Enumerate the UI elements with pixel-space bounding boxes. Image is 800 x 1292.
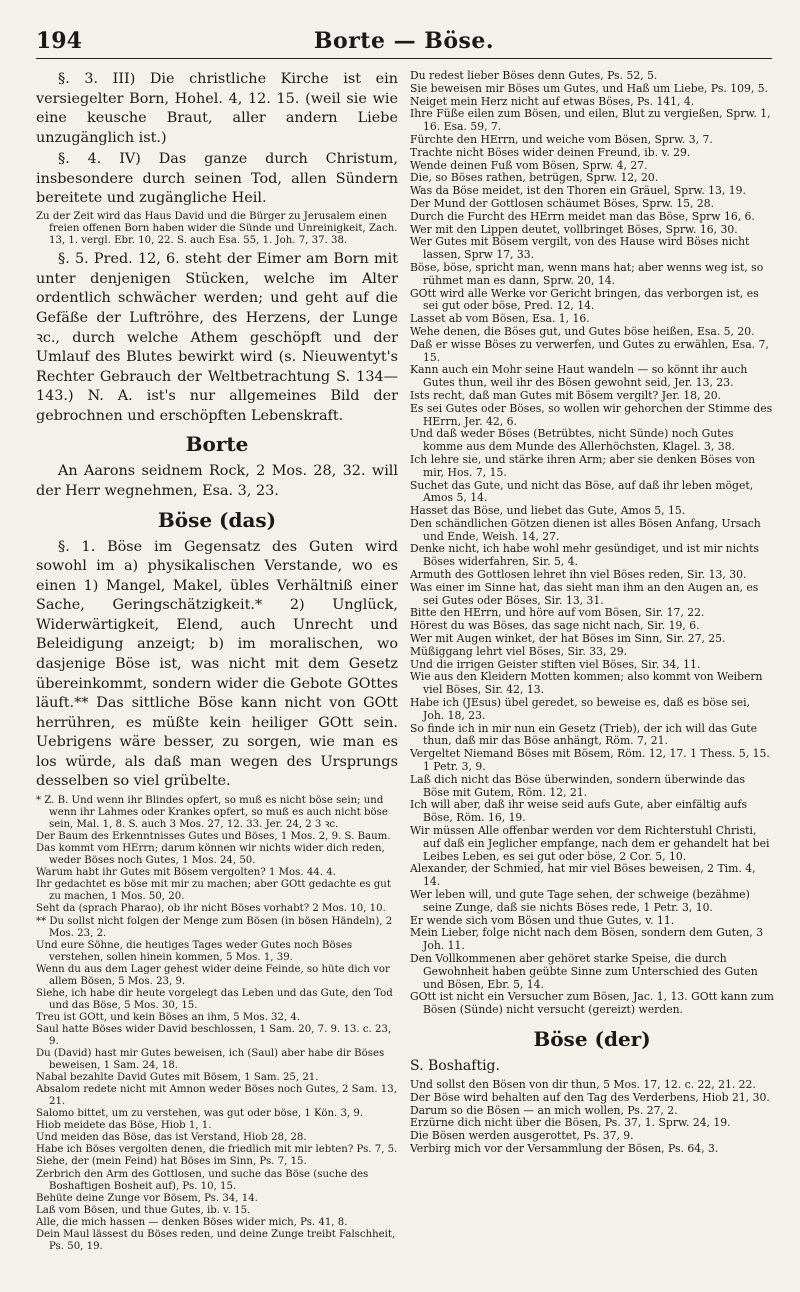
citation-entry: Was einer im Sinne hat, das sieht man ihm an den Augen an, es sei Gutes oder Böses, Sir. 13, 31. [410, 580, 759, 607]
citation-entry: Mein Lieber, folge nicht nach dem Bösen, sondern dem Guten, 3 Joh. 11. [410, 926, 764, 953]
citation-entry: Wehe denen, die Böses gut, und Gutes böse heißen, Esa. 5, 20. [410, 324, 755, 338]
paragraph-born-church: §. 3. III) Die christliche Kirche ist ein versiegelter Born, Hohel. 4, 12. 15. (weil sie wie eine keusche Braut, aller andern Liebe unzugänglich ist.) [36, 71, 398, 146]
citation-entry: Behüte deine Zunge vor Bösem, Ps. 34, 14. [36, 1192, 258, 1204]
citation-entry: Es sei Gutes oder Böses, so wollen wir gehorchen der Stimme des HErrn, Jer. 42, 6. [410, 401, 773, 428]
citation-entry: Der Böse wird behalten auf den Tag des Verderbens, Hiob 21, 30. [410, 1090, 770, 1104]
citation-entry: Müßiggang lehrt viel Böses, Sir. 33, 29. [410, 644, 628, 658]
citation-entry: Und sollst den Bösen von dir thun, 5 Mos. 17, 12. c. 22, 21. 22. [410, 1077, 756, 1091]
citation-entry: Erzürne dich nicht über die Bösen, Ps. 37, 1. Sprw. 24, 19. [410, 1116, 731, 1130]
citation-entry: Siehe, der (mein Feind) hat Böses im Sinn, Ps. 7, 15. [36, 1156, 307, 1168]
citation-entry: Darum so die Bösen — an mich wollen, Ps. 27, 2. [410, 1103, 678, 1117]
citation-entry: Trachte nicht Böses wider deinen Freund, ib. v. 29. [410, 145, 691, 159]
right-entry-list [410, 70, 774, 1017]
citation-entry: So finde ich in mir nun ein Gesetz (Trieb), der ich will das Gute thun, daß mir das Böse anhängt, Röm. 7, 21. [410, 721, 757, 748]
citation-entry: Lasset ab vom Bösen, Esa. 1, 16. [410, 312, 590, 326]
left-column [36, 70, 398, 1253]
citation-entry: * Z. B. Und wenn ihr Blindes opfert, so muß es nicht böse sein; und wenn ihr Lahmes oder Krankes opfert, so muß es auch nicht böse sein, Mal. 1, 8. S. auch 3 Mos. 27, 12. 33. Jer. 24, 2 3 ꝛc. [36, 795, 388, 831]
citation-entry: Treu ist GOtt, und kein Böses an ihm, 5 Mos. 32, 4. [36, 1011, 301, 1023]
citation-entry: Wir müssen Alle offenbar werden vor dem Richterstuhl Christi, auf daß ein Jeglicher empfange, nach dem er gehandelt hat bei Leibes Leben, es sei gut oder böse, 2 Cor. 5, 10. [410, 824, 770, 863]
citation-entry: Der Baum des Erkenntnisses Gutes und Böses, 1 Mos. 2, 9. S. Baum. [36, 831, 391, 843]
citation-entry: Wer mit Augen winket, der hat Böses im Sinn, Sir. 27, 25. [410, 632, 726, 646]
citation-entry: Hiob meidete das Böse, Hiob 1, 1. [36, 1120, 212, 1132]
citation-entry: Böse, böse, spricht man, wenn mans hat; aber wenns weg ist, so rühmet man es dann, Sprw. 20, 14. [410, 260, 764, 287]
citation-entry: Wenn du aus dem Lager gehest wider deine Feinde, so hüte dich vor allem Bösen, 5 Mos. 23, 9. [36, 963, 390, 987]
paragraph-boese-definition: §. 1. Böse im Gegensatz des Guten wird sowohl im a) physikalischen Verstande, wo es einen 1) Mangel, Makel, übles Verhältniß einer Sache, Geringschätzigkeit.* 2) Unglück, Widerwärtigkeit, Elend, auch Unrecht und Beleidigung anzeigt; b) im moralischen, wo dasjenige Böse ist, was nicht mit dem Gesetz übereinkommt, sondern wider die Gebote GOttes läuft.** Das sittliche Böse kann nicht von GOtt herrühren, es müßte kein heiliger GOtt sein. Uebrigens wäre besser, zu sorgen, wie man es los würde, als daß man wegen des Ursprungs desselben so viel grübelte. [36, 538, 398, 790]
citation-entry: Verbirg mich vor der Versammlung der Bösen, Ps. 64, 3. [410, 1141, 719, 1155]
citation-entry: Siehe, ich habe dir heute vorgelegt das Leben und das Gute, den Tod und das Böse, 5 Mos. 30, 15. [36, 987, 393, 1011]
citation-entry: Fürchte den HErrn, und weiche vom Bösen, Sprw. 3, 7. [410, 132, 713, 146]
citation-entry: Daß er wisse Böses zu verwerfen, und Gutes zu erwählen, Esa. 7, 15. [410, 337, 769, 364]
citation-entry: Ich lehre sie, und stärke ihren Arm; aber sie denken Böses von mir, Hos. 7, 15. [410, 452, 756, 479]
citation-entry: Den schändlichen Götzen dienen ist alles Bösen Anfang, Ursach und Ende, Weish. 14, 27. [410, 516, 761, 543]
citation-entry: Alexander, der Schmied, hat mir viel Böses beweisen, 2 Tim. 4, 14. [410, 862, 756, 889]
citation-entry: Du redest lieber Böses denn Gutes, Ps. 52, 5. [410, 70, 658, 82]
citation-entry: Saul hatte Böses wider David beschlossen, 1 Sam. 20, 7. 9. 13. c. 23, 9. [36, 1023, 392, 1047]
citation-entry: GOtt wird alle Werke vor Gericht bringen, das verborgen ist, es sei gut oder böse, Pred. 12, 14. [410, 286, 759, 313]
citation-entry: Den Vollkommenen aber gehöret starke Speise, die durch Gewohnheit haben geübte Sinne zum Unterschied des Guten und Bösen, Ebr. 5, 14. [410, 951, 758, 991]
citation-entry: Habe ich Böses vergolten denen, die friedlich mit mir lebten? Ps. 7, 5. [36, 1144, 398, 1156]
citation-entry: Warum habt ihr Gutes mit Bösem vergolten? 1 Mos. 44. 4. [36, 867, 336, 879]
citation-entry: Dein Maul lässest du Böses reden, und deine Zunge treibt Falschheit, Ps. 50, 19. [36, 1228, 396, 1252]
page-number: 194 [36, 28, 82, 54]
citation-entry: Durch die Furcht des HErrn meidet man das Böse, Sprw 16, 6. [410, 209, 755, 223]
see-also-boshaftig: S. Boshaftig. [410, 1057, 500, 1074]
paragraph-borte: An Aarons seidnem Rock, 2 Mos. 28, 32. will der Herr wegnehmen, Esa. 3, 23. [36, 463, 398, 499]
citation-entry: Nabal bezahlte David Gutes mit Bösem, 1 Sam. 25, 21. [36, 1072, 319, 1084]
citation-entry: Wer Gutes mit Bösem vergilt, von des Hause wird Böses nicht lassen, Sprw 17, 33. [410, 235, 750, 262]
right-column [410, 70, 774, 1156]
citation-entry: ** Du sollst nicht folgen der Menge zum Bösen (in bösen Händeln), 2 Mos. 23, 2. [36, 915, 393, 939]
citation-entry: Und daß weder Böses (Betrübtes, nicht Sünde) noch Gutes komme aus dem Munde des Allerhöchsten, Klagel. 3, 38. [410, 427, 735, 454]
citation-entry: Und eure Söhne, die heutiges Tages weder Gutes noch Böses verstehen, sollen hinein kommen, 5 Mos. 1, 39. [36, 939, 353, 963]
citation-entry: Denke nicht, ich habe wohl mehr gesündiget, und ist mir nichts Böses widerfahren, Sir. 5, 4. [410, 542, 759, 569]
citation-entry: Hasset das Böse, und liebet das Gute, Amos 5, 15. [410, 504, 686, 518]
citation-entry: Zerbrich den Arm des Gottlosen, und suche das Böse (suche des Boshaftigen Bosheit auf), Ps. 10, 15. [36, 1168, 369, 1192]
citation-entry: Alle, die mich hassen — denken Böses wider mich, Ps. 41, 8. [36, 1216, 348, 1228]
left-entry-list [36, 795, 398, 1253]
citation-entry: Wer mit den Lippen deutet, vollbringet Böses, Sprw. 16, 30. [410, 222, 738, 236]
citation-entry: Kann auch ein Mohr seine Haut wandeln — so könnt ihr auch Gutes thun, weil ihr des Bösen gewohnt seid, Jer. 13, 23. [410, 363, 748, 390]
citation-entry: GOtt ist nicht ein Versucher zum Bösen, Jac. 1, 13. GOtt kann zum Bösen (Sünde) nicht versucht (gereizt) werden. [410, 990, 774, 1017]
citation-entry: Die Bösen werden ausgerottet, Ps. 37, 9. [410, 1129, 634, 1143]
page-title: Borte — Böse. [313, 28, 495, 54]
citation-entry: Bitte den HErrn, und höre auf vom Bösen, Sir. 17, 22. [410, 606, 705, 620]
citation-entry: Der Mund der Gottlosen schäumet Böses, Sprw. 15, 28. [410, 196, 715, 210]
citation-entry: Habe ich (JEsus) übel geredet, so beweise es, daß es böse sei, Joh. 18, 23. [410, 696, 751, 722]
citation-entry: Ihr gedachtet es böse mit mir zu machen; aber GOtt gedachte es gut zu machen, 1 Mos. 50, 20. [36, 879, 391, 903]
citation-entry: Und meiden das Böse, das ist Verstand, Hiob 28, 28. [36, 1132, 307, 1144]
heading-boese-der: Böse (der) [533, 1026, 651, 1051]
right-entry-list-2 [410, 1079, 774, 1156]
citation-entry: Die, so Böses rathen, betrügen, Sprw. 12, 20. [410, 171, 659, 185]
heading-borte: Borte [185, 432, 249, 457]
citation-entry: Das kommt vom HErrn; darum können wir nichts wider dich reden, weder Böses noch Gutes, 1 Mos. 24, 50. [36, 843, 385, 867]
citation-entry: Armuth des Gottlosen lehret ihn viel Böses reden, Sir. 13, 30. [410, 568, 747, 582]
citation-entry: Wie aus den Kleidern Motten kommen; also kommt von Weibern viel Böses, Sir. 42, 13. [410, 670, 763, 697]
page-header [36, 28, 772, 59]
citation-entry: Laß dich nicht das Böse überwinden, sondern überwinde das Böse mit Gutem, Röm. 12, 21. [410, 772, 746, 799]
citation-entry: Seht da (sprach Pharao), ob ihr nicht Böses vorhabt? 2 Mos. 10, 10. [36, 903, 386, 915]
citation-entry: Laß vom Bösen, und thue Gutes, ib. v. 15. [36, 1204, 251, 1216]
citation-entry: Sie beweisen mir Böses um Gutes, und Haß um Liebe, Ps. 109, 5. [410, 81, 769, 95]
citation-entry: Was da Böse meidet, ist den Thoren ein Gräuel, Sprw. 13, 19. [410, 184, 746, 198]
citation-entry: Und die irrigen Geister stiften viel Böses, Sir. 34, 11. [410, 657, 701, 671]
citation-entry: Vergeltet Niemand Böses mit Bösem, Röm. 12, 17. 1 Thess. 5, 15. 1 Petr. 3, 9. [410, 747, 770, 774]
citation-entry: Ihre Füße eilen zum Bösen, und eilen, Blut zu vergießen, Sprw. 1, 16. Esa. 59, 7. [410, 107, 771, 134]
citation-entry: Neiget mein Herz nicht auf etwas Böses, Ps. 141, 4. [410, 94, 695, 108]
heading-boese-das: Böse (das) [157, 507, 277, 532]
citation-entry: Ists recht, daß man Gutes mit Bösem vergilt? Jer. 18, 20. [410, 388, 722, 402]
paragraph-eimer-am-born: §. 5. Pred. 12, 6. steht der Eimer am Born mit unter denjenigen Stücken, welche im Alter ordentlich schwächer werden; und geht auf die Gefäße der Luftröhre, des Herzens, der Lunge ꝛc., durch welche Athem geschöpft und der Umlauf des Blutes bewirkt wird (s. Nieuwentyt's Rechter Gebrauch der Weltbetrachtung S. 134—143.) N. A. ist's nur allgemeines Bild der gebrochnen und erschöpften Lebenskraft. [36, 251, 398, 424]
citation-entry: Wende deinen Fuß vom Bösen, Sprw. 4, 27. [410, 158, 648, 172]
citation-entry: Hörest du was Böses, das sage nicht nach, Sir. 19, 6. [410, 619, 700, 633]
citation-entry: Absalom redete nicht mit Amnon weder Böses noch Gutes, 2 Sam. 13, 21. [36, 1084, 397, 1108]
citation-entry: Salomo bittet, um zu verstehen, was gut oder böse, 1 Kön. 3, 9. [36, 1108, 364, 1120]
quote-zacharias: Zu der Zeit wird das Haus David und die Bürger zu Jerusalem einen freien offenen Born haben wider die Sünde und Unreinigkeit, Zach. 13, 1. vergl. Ebr. 10, 22. S. auch Esa. 55, 1. Joh. 7, 37. 38. [36, 211, 398, 247]
citation-entry: Er wende sich vom Bösen und thue Gutes, v. 11. [410, 913, 675, 927]
citation-entry: Suchet das Gute, und nicht das Böse, auf daß ihr leben möget, Amos 5, 14. [410, 478, 754, 505]
citation-entry: Du (David) hast mir Gutes beweisen, ich (Saul) aber habe dir Böses beweisen, 1 Sam. 24, 18. [36, 1048, 385, 1072]
citation-entry: Wer leben will, und gute Tage sehen, der schweige (bezähme) seine Zunge, daß sie nichts Böses rede, 1 Petr. 3, 10. [410, 888, 750, 914]
citation-entry: Ich will aber, daß ihr weise seid aufs Gute, aber einfältig aufs Böse, Röm. 16, 19. [410, 798, 748, 825]
paragraph-born-salvation: §. 4. IV) Das ganze durch Christum, insbesondere durch seinen Tod, allen Sündern bereitete und zugängliche Heil. [36, 151, 398, 207]
